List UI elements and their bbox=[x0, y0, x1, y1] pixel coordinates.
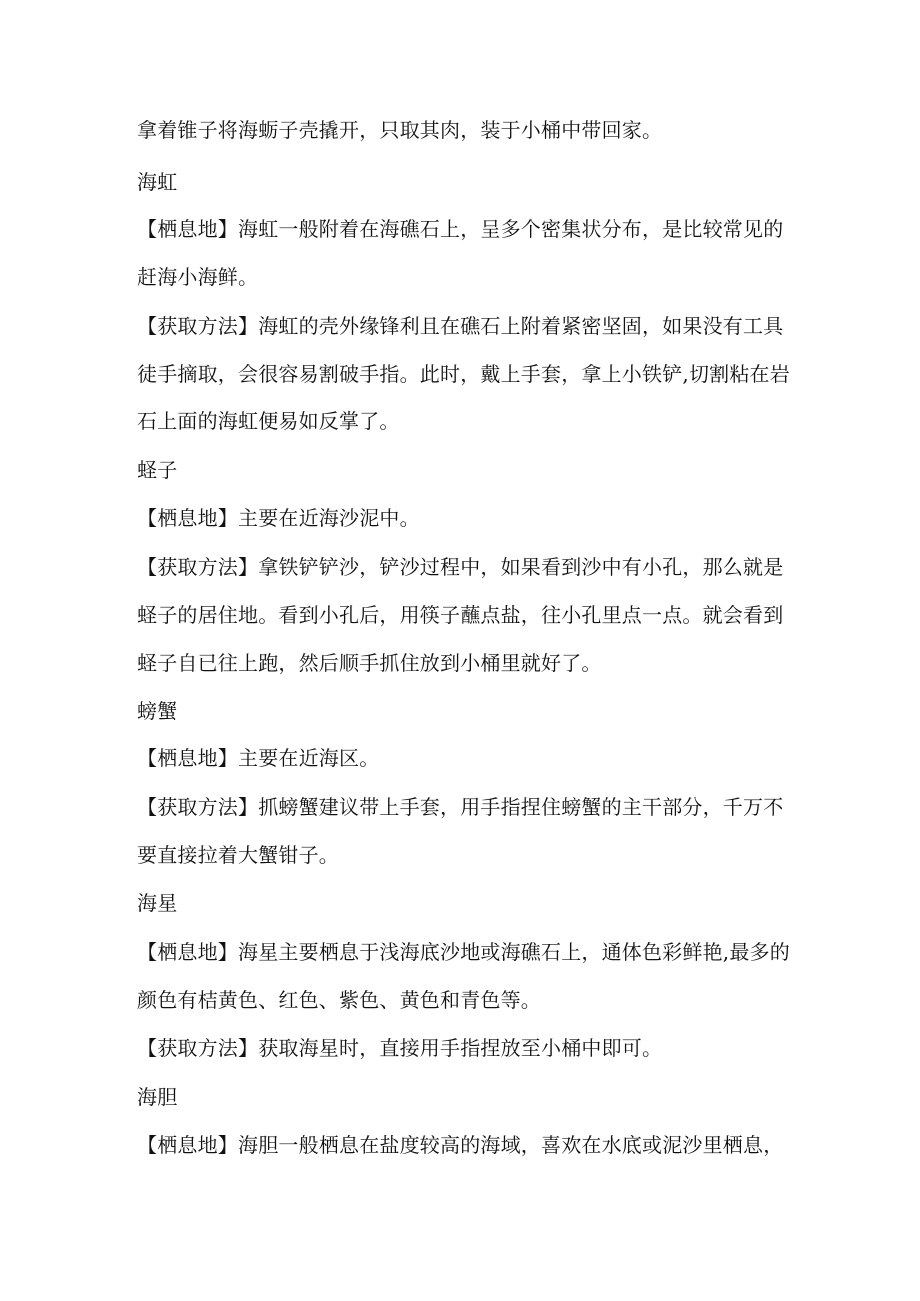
paragraph-line: 要直接拉着大蟹钳子。 bbox=[137, 843, 339, 867]
paragraph-line: 石上面的海虹便易如反掌了。 bbox=[137, 409, 400, 433]
paragraph-line: 赶海小海鲜。 bbox=[137, 265, 259, 289]
paragraph-line: 【获取方法】抓螃蟹建议带上手套，用手指捏住螃蟹的主干部分，千万不 bbox=[137, 795, 784, 819]
section-heading-haidan: 海胆 bbox=[137, 1085, 178, 1109]
paragraph-line: 【栖息地】海星主要栖息于浅海底沙地或海礁石上，通体色彩鲜艳,最多的 bbox=[137, 940, 790, 964]
paragraph-line: 【栖息地】海虹一般附着在海礁石上，呈多个密集状分布，是比较常见的 bbox=[137, 217, 784, 241]
paragraph-line: 【获取方法】海虹的壳外缘锋利且在礁石上附着紧密坚固，如果没有工具 bbox=[137, 314, 784, 338]
paragraph-line: 【获取方法】拿铁铲铲沙，铲沙过程中，如果看到沙中有小孔，那么就是 bbox=[137, 555, 784, 579]
section-heading-chengzi: 蛏子 bbox=[137, 458, 178, 482]
paragraph-line: 蛏子自已往上跑，然后顺手抓住放到小桶里就好了。 bbox=[137, 651, 602, 675]
paragraph-line: 【栖息地】主要在近海区。 bbox=[137, 746, 380, 770]
paragraph-line: 徒手摘取，会很容易割破手指。此时，戴上手套，拿上小铁铲,切割粘在岩 bbox=[137, 362, 790, 386]
paragraph-line: 【栖息地】主要在近海沙泥中。 bbox=[137, 506, 420, 530]
paragraph-line: 【获取方法】获取海星时，直接用手指捏放至小桶中即可。 bbox=[137, 1036, 663, 1060]
section-heading-pangxie: 螃蟹 bbox=[137, 699, 178, 723]
paragraph-line: 【栖息地】海胆一般栖息在盐度较高的海域，喜欢在水底或泥沙里栖息， bbox=[137, 1133, 784, 1157]
paragraph-line: 蛏子的居住地。看到小孔后，用筷子蘸点盐，往小孔里点一点。就会看到 bbox=[137, 603, 784, 627]
paragraph-line: 颜色有桔黄色、红色、紫色、黄色和青色等。 bbox=[137, 988, 541, 1012]
paragraph-line: 拿着锥子将海蛎子壳撬开，只取其肉，装于小桶中带回家。 bbox=[137, 118, 663, 142]
section-heading-haixing: 海星 bbox=[137, 891, 178, 915]
section-heading-haihong: 海虹 bbox=[137, 170, 178, 194]
